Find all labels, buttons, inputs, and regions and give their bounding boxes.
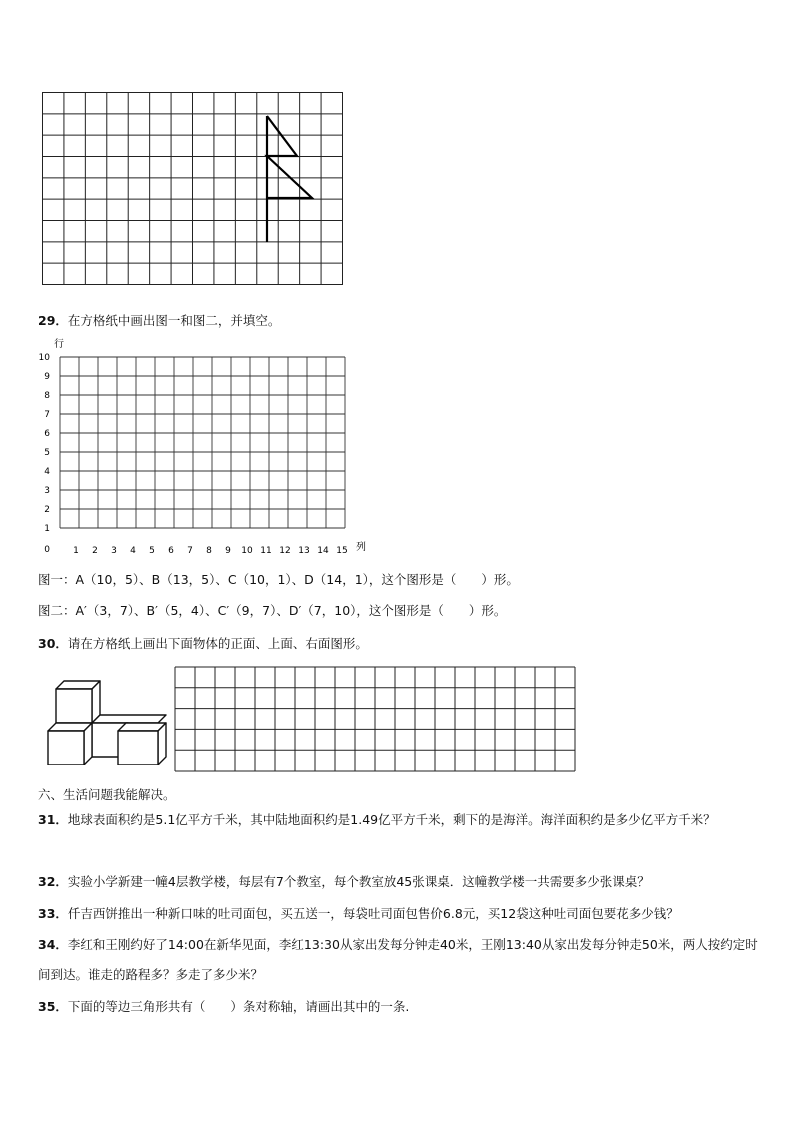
x-tick-label: 1 <box>73 546 79 556</box>
question-text: 仟吉西饼推出一种新口味的吐司面包，买五送一，每袋吐司面包售价6.8元，买12袋这种吐司面包要花多少钱？ <box>67 906 679 921</box>
question-text: 李红和王刚约好了14:00在新华见面，李红13:30从家出发每分钟走40米，王刚13:40从家出发每分钟走50米，两人按约定时间到达。谁走的路程多？多走了多少米？ <box>38 937 758 982</box>
top-grid-figure <box>42 92 344 286</box>
y-tick-label: 10 <box>38 353 50 363</box>
cube-object <box>46 677 171 765</box>
row-axis-label: 行 <box>54 339 64 350</box>
question-number: 29． <box>38 313 68 328</box>
x-tick-label: 11 <box>260 546 272 556</box>
question-number: 30． <box>38 636 68 651</box>
x-tick-label: 4 <box>130 546 136 556</box>
y-tick-label: 8 <box>44 391 50 401</box>
question-35 <box>38 998 409 1016</box>
y-tick-label: 4 <box>44 467 50 477</box>
question-31 <box>38 805 758 835</box>
question-number: 34． <box>38 937 68 952</box>
question-text: 在方格纸中画出图一和图二，并填空。 <box>67 313 281 328</box>
x-tick-label: 15 <box>336 546 348 556</box>
y-tick-label: 3 <box>44 486 50 496</box>
x-tick-label: 13 <box>298 546 310 556</box>
question-29 <box>38 312 280 330</box>
question-text: 下面的等边三角形共有（ ）条对称轴，请画出其中的一条. <box>67 999 410 1014</box>
question-30 <box>38 635 368 653</box>
x-tick-label: 6 <box>168 546 174 556</box>
column-axis-label: 列 <box>356 542 366 553</box>
x-tick-label: 14 <box>317 546 329 556</box>
y-tick-label: 0 <box>44 545 50 555</box>
y-tick-label: 7 <box>44 410 50 420</box>
x-tick-label: 2 <box>92 546 98 556</box>
x-tick-label: 8 <box>206 546 212 556</box>
question-text: 请在方格纸上画出下面物体的正面、上面、右面图形。 <box>67 636 368 651</box>
coordinate-grid <box>30 335 380 560</box>
question-34 <box>38 930 758 990</box>
question-text: 地球表面积约是5.1亿平方千米，其中陆地面积约是1.49亿平方千米，剩下的是海洋。海洋面积约是多少亿平方千米？ <box>67 812 716 827</box>
figure2-line: 图二：A′（3，7）、B′（5，4）、C′（9，7）、D′（7，10），这个图形是（ ）形。 <box>38 603 507 618</box>
x-tick-label: 7 <box>187 546 193 556</box>
y-tick-label: 9 <box>44 372 50 382</box>
y-tick-label: 5 <box>44 448 50 458</box>
x-tick-label: 12 <box>279 546 291 556</box>
question-32 <box>38 873 650 891</box>
question-text: 实验小学新建一幢4层教学楼，每层有7个教室，每个教室放45张课桌．这幢教学楼一共需要多少张课桌？ <box>67 874 650 889</box>
figure1-line: 图一：A（10，5）、B（13，5）、C（10，1）、D（14，1），这个图形是（ ）形。 <box>38 572 519 587</box>
y-tick-label: 2 <box>44 505 50 515</box>
question-number: 33． <box>38 906 68 921</box>
y-tick-label: 6 <box>44 429 50 439</box>
question-33 <box>38 905 679 923</box>
section-6-title: 六、生活问题我能解决。 <box>38 787 176 802</box>
question-number: 35． <box>38 999 68 1014</box>
x-tick-label: 3 <box>111 546 117 556</box>
x-tick-label: 10 <box>241 546 253 556</box>
x-tick-label: 5 <box>149 546 155 556</box>
y-tick-label: 1 <box>44 524 50 534</box>
x-tick-label: 9 <box>225 546 231 556</box>
question-number: 32． <box>38 874 68 889</box>
drawing-grid <box>174 666 576 772</box>
question-number: 31． <box>38 812 68 827</box>
